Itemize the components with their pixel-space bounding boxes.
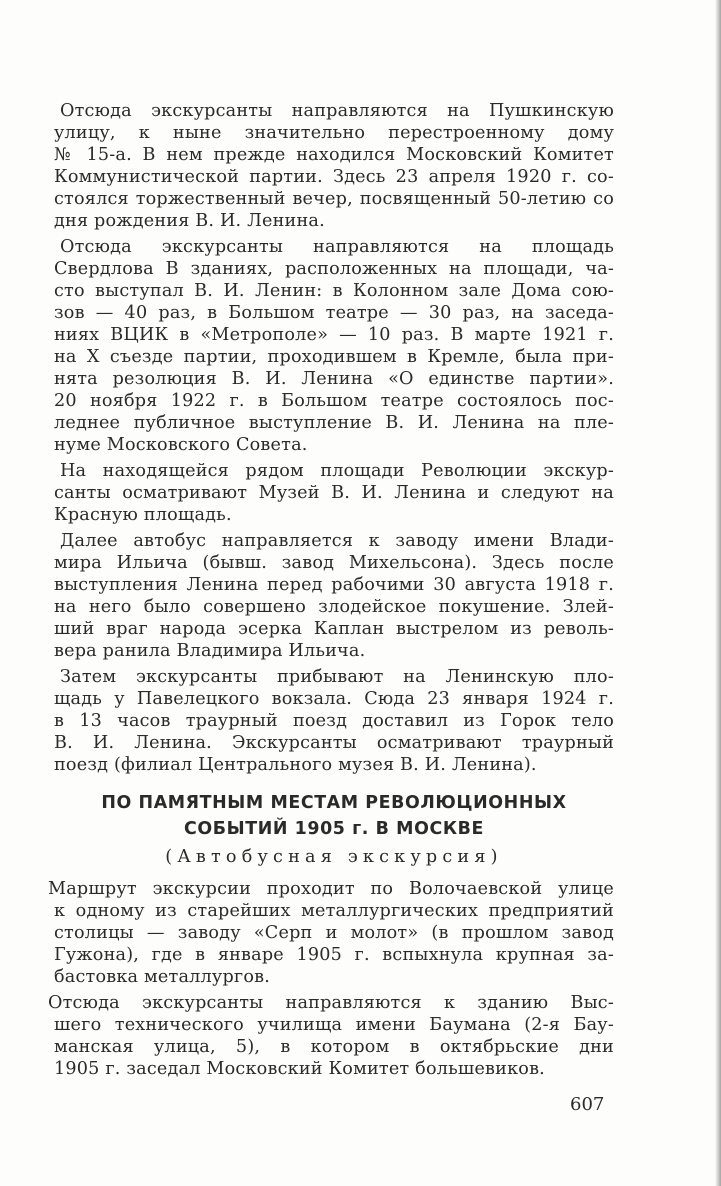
text-line: Коммунистической партии. Здесь 23 апреля 1920 г. со- — [54, 167, 614, 187]
text-line: на него было совершено злодейское покушение. Злей- — [54, 597, 614, 617]
text-line: стоялся торжественный вечер, посвященный 50-летию со — [54, 189, 614, 209]
text-line: Гужона), где в январе 1905 г. вспыхнула крупная за- — [54, 945, 614, 965]
text-line: Затем экскурсанты прибывают на Ленинскую пло- — [60, 667, 614, 687]
text-line: улицу, к ныне значительно перестроенному дому — [54, 123, 614, 143]
text-line: № 15-а. В нем прежде находился Московский Комитет — [54, 145, 614, 165]
text-line: к одному из старейших металлургических предприятий — [54, 901, 614, 921]
text-line: столицы — заводу «Серп и молот» (в прошлом завод — [54, 923, 614, 943]
text-line: 1905 г. заседал Московский Комитет большевиков. — [54, 1059, 545, 1079]
section-subtitle: (Автобусная экскурсия) — [165, 847, 503, 867]
text-line: 20 ноября 1922 г. в Большом театре состоялось пос- — [54, 391, 614, 411]
text-line: бастовка металлургов. — [54, 967, 271, 987]
text-line: ший враг народа эсерка Каплан выстрелом из револь- — [54, 619, 614, 639]
text-line: Отсюда экскурсанты направляются на Пушкинскую — [60, 101, 614, 121]
text-line: Далее автобус направляется к заводу имени Влади- — [60, 531, 614, 551]
text-line: На находящейся рядом площади Революции экскур- — [60, 461, 614, 481]
text-line: щадь у Павелецкого вокзала. Сюда 23 января 1924 г. — [54, 689, 614, 709]
text-line: на X съезде партии, проходившем в Кремле, была при- — [54, 347, 614, 367]
text-line: дня рождения В. И. Ленина. — [54, 211, 325, 231]
text-line: в 13 часов траурный поезд доставил из Горок тело — [54, 711, 614, 731]
text-line: зов — 40 раз, в Большом театре — 30 раз, на заседа- — [54, 303, 614, 323]
text-line: нуме Московского Совета. — [54, 435, 308, 455]
text-line: поезд (филиал Центрального музея В. И. Ленина). — [54, 755, 537, 775]
text-line: Отсюда экскурсанты направляются на площадь — [60, 237, 614, 257]
text-line: Красную площадь. — [54, 505, 232, 525]
text-line: В. И. Ленина. Экскурсанты осматривают траурный — [54, 733, 614, 753]
section-title-line-1: ПО ПАМЯТНЫМ МЕСТАМ РЕВОЛЮЦИОННЫХ — [101, 793, 567, 813]
page-number: 607 — [570, 1094, 605, 1115]
page-edge-shadow — [715, 0, 721, 1186]
text-line: Отсюда экскурсанты направляются к зданию Выс- — [48, 993, 614, 1013]
text-line: санты осматривают Музей В. И. Ленина и следуют на — [54, 483, 614, 503]
text-line: шего технического училища имени Баумана (2-я Бау- — [54, 1015, 614, 1035]
section-title-line-2: СОБЫТИЙ 1905 г. В МОСКВЕ — [184, 819, 484, 839]
text-line: ниях ВЦИК в «Метрополе» — 10 раз. В марте 1921 г. — [54, 325, 614, 345]
text-line: Свердлова В зданиях, расположенных на площади, ча- — [54, 259, 614, 279]
text-line: сто выступал В. И. Ленин: в Колонном зале Дома сою- — [54, 281, 614, 301]
text-line: манская улица, 5), в котором в октябрьские дни — [54, 1037, 614, 1057]
text-line: нята резолюция В. И. Ленина «О единстве партии». — [54, 369, 614, 389]
text-line: выступления Ленина перед рабочими 30 августа 1918 г. — [54, 575, 614, 595]
text-line: Маршрут экскурсии проходит по Волочаевской улице — [48, 879, 614, 899]
text-line: леднее публичное выступление В. И. Ленина на пле- — [54, 413, 614, 433]
text-line: мира Ильича (бывш. завод Михельсона). Здесь после — [54, 553, 614, 573]
text-line: вера ранила Владимира Ильича. — [54, 641, 366, 661]
